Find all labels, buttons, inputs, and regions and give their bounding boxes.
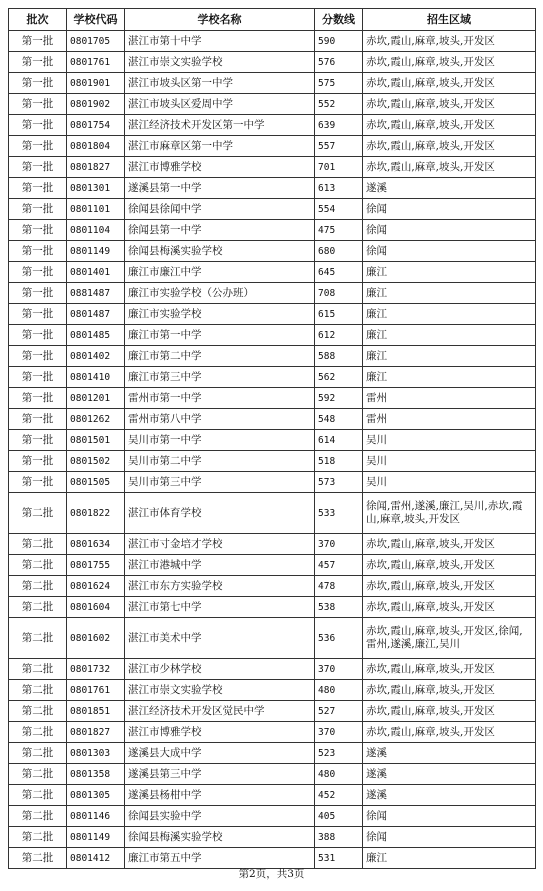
cell-enrollment-area: 赤坎,霞山,麻章,坡头,开发区 bbox=[363, 31, 536, 52]
cell-school-code: 0801402 bbox=[67, 346, 125, 367]
cell-enrollment-area: 赤坎,霞山,麻章,坡头,开发区 bbox=[363, 157, 536, 178]
cell-school-code: 0801410 bbox=[67, 367, 125, 388]
cell-enrollment-area: 雷州 bbox=[363, 388, 536, 409]
cell-school-code: 0801301 bbox=[67, 178, 125, 199]
cell-score-line: 590 bbox=[315, 31, 363, 52]
cell-school-code: 0801827 bbox=[67, 722, 125, 743]
table-row bbox=[9, 178, 536, 199]
header-batch: 批次 bbox=[9, 9, 67, 31]
cell-enrollment-area: 廉江 bbox=[363, 262, 536, 283]
cell-enrollment-area: 赤坎,霞山,麻章,坡头,开发区 bbox=[363, 534, 536, 555]
table-row bbox=[9, 472, 536, 493]
cell-enrollment-area: 赤坎,霞山,麻章,坡头,开发区 bbox=[363, 597, 536, 618]
cell-score-line: 548 bbox=[315, 409, 363, 430]
cell-enrollment-area: 遂溪 bbox=[363, 764, 536, 785]
page-footer: 第2页，共3页 bbox=[238, 868, 305, 880]
cell-score-line: 531 bbox=[315, 848, 363, 869]
cell-enrollment-area: 廉江 bbox=[363, 304, 536, 325]
cell-enrollment-area: 徐闻,雷州,遂溪,廉江,吴川,赤坎,霞山,麻章,坡头,开发区 bbox=[363, 493, 536, 534]
cell-enrollment-area: 赤坎,霞山,麻章,坡头,开发区 bbox=[363, 659, 536, 680]
cell-school-code: 0801262 bbox=[67, 409, 125, 430]
cell-school-code: 0801732 bbox=[67, 659, 125, 680]
cell-batch: 第二批 bbox=[9, 659, 67, 680]
table-row bbox=[9, 346, 536, 367]
table-row bbox=[9, 136, 536, 157]
cell-school-name: 湛江市博雅学校 bbox=[125, 157, 315, 178]
cell-enrollment-area: 廉江 bbox=[363, 325, 536, 346]
cell-school-name: 吴川市第二中学 bbox=[125, 451, 315, 472]
cell-batch: 第二批 bbox=[9, 493, 67, 534]
cell-enrollment-area: 遂溪 bbox=[363, 178, 536, 199]
cell-school-name: 廉江市第一中学 bbox=[125, 325, 315, 346]
cell-school-code: 0801149 bbox=[67, 827, 125, 848]
table-row bbox=[9, 493, 536, 534]
cell-batch: 第二批 bbox=[9, 827, 67, 848]
cell-batch: 第二批 bbox=[9, 597, 67, 618]
table-row bbox=[9, 325, 536, 346]
table-header-row bbox=[9, 9, 536, 31]
cell-batch: 第一批 bbox=[9, 73, 67, 94]
cell-enrollment-area: 赤坎,霞山,麻章,坡头,开发区 bbox=[363, 115, 536, 136]
cell-batch: 第一批 bbox=[9, 409, 67, 430]
header-score-line: 分数线 bbox=[315, 9, 363, 31]
cell-school-name: 湛江市麻章区第一中学 bbox=[125, 136, 315, 157]
cell-score-line: 639 bbox=[315, 115, 363, 136]
cell-batch: 第一批 bbox=[9, 220, 67, 241]
cell-school-name: 遂溪县第三中学 bbox=[125, 764, 315, 785]
cell-batch: 第二批 bbox=[9, 743, 67, 764]
cell-school-code: 0801705 bbox=[67, 31, 125, 52]
cell-batch: 第二批 bbox=[9, 764, 67, 785]
cell-batch: 第一批 bbox=[9, 346, 67, 367]
cell-enrollment-area: 廉江 bbox=[363, 346, 536, 367]
cell-enrollment-area: 赤坎,霞山,麻章,坡头,开发区 bbox=[363, 52, 536, 73]
header-enrollment-area: 招生区域 bbox=[363, 9, 536, 31]
table-row bbox=[9, 806, 536, 827]
cell-school-name: 湛江市寸金培才学校 bbox=[125, 534, 315, 555]
cell-school-name: 湛江市东方实验学校 bbox=[125, 576, 315, 597]
cell-enrollment-area: 徐闻 bbox=[363, 199, 536, 220]
cell-enrollment-area: 赤坎,霞山,麻章,坡头,开发区 bbox=[363, 136, 536, 157]
table-row bbox=[9, 680, 536, 701]
cell-score-line: 518 bbox=[315, 451, 363, 472]
table-row bbox=[9, 283, 536, 304]
cell-school-code: 0801754 bbox=[67, 115, 125, 136]
cell-school-code: 0801755 bbox=[67, 555, 125, 576]
cell-score-line: 562 bbox=[315, 367, 363, 388]
cell-batch: 第二批 bbox=[9, 680, 67, 701]
cell-score-line: 645 bbox=[315, 262, 363, 283]
cell-school-name: 廉江市第三中学 bbox=[125, 367, 315, 388]
cell-enrollment-area: 徐闻 bbox=[363, 220, 536, 241]
cell-school-code: 0801604 bbox=[67, 597, 125, 618]
cell-score-line: 554 bbox=[315, 199, 363, 220]
cell-school-name: 湛江市第十中学 bbox=[125, 31, 315, 52]
cell-batch: 第一批 bbox=[9, 388, 67, 409]
cell-school-code: 0801851 bbox=[67, 701, 125, 722]
cell-school-name: 廉江市廉江中学 bbox=[125, 262, 315, 283]
cell-school-name: 遂溪县杨柑中学 bbox=[125, 785, 315, 806]
cell-school-name: 遂溪县第一中学 bbox=[125, 178, 315, 199]
cell-school-name: 湛江经济技术开发区觉民中学 bbox=[125, 701, 315, 722]
cell-school-code: 0801505 bbox=[67, 472, 125, 493]
table-row bbox=[9, 701, 536, 722]
cell-score-line: 405 bbox=[315, 806, 363, 827]
table-body bbox=[9, 31, 536, 869]
cell-batch: 第一批 bbox=[9, 157, 67, 178]
cell-school-code: 0801902 bbox=[67, 94, 125, 115]
cell-school-name: 湛江市博雅学校 bbox=[125, 722, 315, 743]
cell-school-code: 0801412 bbox=[67, 848, 125, 869]
cell-school-name: 廉江市实验学校（公办班） bbox=[125, 283, 315, 304]
cell-score-line: 370 bbox=[315, 722, 363, 743]
table-row bbox=[9, 534, 536, 555]
cell-score-line: 527 bbox=[315, 701, 363, 722]
cell-enrollment-area: 赤坎,霞山,麻章,坡头,开发区 bbox=[363, 701, 536, 722]
cell-enrollment-area: 廉江 bbox=[363, 283, 536, 304]
cell-school-code: 0801822 bbox=[67, 493, 125, 534]
cell-school-code: 0801358 bbox=[67, 764, 125, 785]
cell-school-code: 0801146 bbox=[67, 806, 125, 827]
cell-batch: 第一批 bbox=[9, 94, 67, 115]
cell-school-name: 湛江市港城中学 bbox=[125, 555, 315, 576]
cell-enrollment-area: 赤坎,霞山,麻章,坡头,开发区 bbox=[363, 722, 536, 743]
cell-batch: 第二批 bbox=[9, 534, 67, 555]
cell-school-name: 廉江市实验学校 bbox=[125, 304, 315, 325]
table-row bbox=[9, 430, 536, 451]
cell-enrollment-area: 廉江 bbox=[363, 367, 536, 388]
cell-score-line: 552 bbox=[315, 94, 363, 115]
cell-batch: 第一批 bbox=[9, 304, 67, 325]
cell-school-code: 0801201 bbox=[67, 388, 125, 409]
cell-score-line: 701 bbox=[315, 157, 363, 178]
cell-batch: 第二批 bbox=[9, 722, 67, 743]
cell-school-name: 湛江经济技术开发区第一中学 bbox=[125, 115, 315, 136]
table-row bbox=[9, 94, 536, 115]
cell-school-code: 0801761 bbox=[67, 680, 125, 701]
admission-score-table bbox=[8, 8, 536, 869]
table-row bbox=[9, 241, 536, 262]
cell-school-name: 湛江市崇文实验学校 bbox=[125, 680, 315, 701]
cell-school-name: 湛江市第七中学 bbox=[125, 597, 315, 618]
header-school-code: 学校代码 bbox=[67, 9, 125, 31]
cell-school-code: 0801901 bbox=[67, 73, 125, 94]
cell-school-name: 徐闻县梅溪实验学校 bbox=[125, 241, 315, 262]
table-row bbox=[9, 722, 536, 743]
table-row bbox=[9, 659, 536, 680]
table-row bbox=[9, 618, 536, 659]
cell-batch: 第一批 bbox=[9, 283, 67, 304]
cell-batch: 第一批 bbox=[9, 262, 67, 283]
table-row bbox=[9, 220, 536, 241]
table-row bbox=[9, 555, 536, 576]
cell-enrollment-area: 赤坎,霞山,麻章,坡头,开发区 bbox=[363, 555, 536, 576]
cell-score-line: 478 bbox=[315, 576, 363, 597]
cell-school-name: 徐闻县徐闻中学 bbox=[125, 199, 315, 220]
cell-score-line: 370 bbox=[315, 534, 363, 555]
cell-score-line: 480 bbox=[315, 764, 363, 785]
cell-score-line: 533 bbox=[315, 493, 363, 534]
cell-enrollment-area: 徐闻 bbox=[363, 241, 536, 262]
cell-batch: 第一批 bbox=[9, 115, 67, 136]
cell-score-line: 538 bbox=[315, 597, 363, 618]
cell-score-line: 680 bbox=[315, 241, 363, 262]
table-row bbox=[9, 409, 536, 430]
cell-enrollment-area: 遂溪 bbox=[363, 743, 536, 764]
cell-batch: 第一批 bbox=[9, 241, 67, 262]
cell-school-code: 0801149 bbox=[67, 241, 125, 262]
cell-enrollment-area: 吴川 bbox=[363, 472, 536, 493]
cell-enrollment-area: 廉江 bbox=[363, 848, 536, 869]
cell-batch: 第一批 bbox=[9, 430, 67, 451]
table-row bbox=[9, 764, 536, 785]
cell-score-line: 614 bbox=[315, 430, 363, 451]
cell-batch: 第二批 bbox=[9, 848, 67, 869]
table-row bbox=[9, 262, 536, 283]
cell-school-name: 徐闻县实验中学 bbox=[125, 806, 315, 827]
cell-enrollment-area: 赤坎,霞山,麻章,坡头,开发区 bbox=[363, 576, 536, 597]
cell-enrollment-area: 吴川 bbox=[363, 451, 536, 472]
table-row bbox=[9, 52, 536, 73]
cell-batch: 第二批 bbox=[9, 785, 67, 806]
cell-school-name: 徐闻县梅溪实验学校 bbox=[125, 827, 315, 848]
cell-enrollment-area: 赤坎,霞山,麻章,坡头,开发区,徐闻,雷州,遂溪,廉江,吴川 bbox=[363, 618, 536, 659]
cell-school-name: 湛江市美术中学 bbox=[125, 618, 315, 659]
cell-school-code: 0801401 bbox=[67, 262, 125, 283]
cell-school-code: 0801487 bbox=[67, 304, 125, 325]
cell-school-name: 吴川市第三中学 bbox=[125, 472, 315, 493]
header-school-name: 学校名称 bbox=[125, 9, 315, 31]
cell-school-name: 湛江市体育学校 bbox=[125, 493, 315, 534]
cell-batch: 第二批 bbox=[9, 576, 67, 597]
cell-school-name: 遂溪县大成中学 bbox=[125, 743, 315, 764]
cell-batch: 第一批 bbox=[9, 472, 67, 493]
cell-batch: 第一批 bbox=[9, 325, 67, 346]
cell-school-code: 0801502 bbox=[67, 451, 125, 472]
cell-batch: 第一批 bbox=[9, 451, 67, 472]
cell-enrollment-area: 遂溪 bbox=[363, 785, 536, 806]
cell-school-name: 湛江市崇文实验学校 bbox=[125, 52, 315, 73]
cell-score-line: 612 bbox=[315, 325, 363, 346]
cell-batch: 第一批 bbox=[9, 136, 67, 157]
cell-school-code: 0801485 bbox=[67, 325, 125, 346]
cell-school-name: 廉江市第五中学 bbox=[125, 848, 315, 869]
cell-score-line: 388 bbox=[315, 827, 363, 848]
cell-school-code: 0801827 bbox=[67, 157, 125, 178]
cell-batch: 第二批 bbox=[9, 555, 67, 576]
table-row bbox=[9, 73, 536, 94]
cell-school-code: 0801804 bbox=[67, 136, 125, 157]
table-row bbox=[9, 304, 536, 325]
cell-school-code: 0801303 bbox=[67, 743, 125, 764]
cell-score-line: 457 bbox=[315, 555, 363, 576]
cell-score-line: 708 bbox=[315, 283, 363, 304]
cell-school-name: 雷州市第八中学 bbox=[125, 409, 315, 430]
cell-batch: 第二批 bbox=[9, 618, 67, 659]
table-row bbox=[9, 827, 536, 848]
cell-score-line: 573 bbox=[315, 472, 363, 493]
cell-batch: 第一批 bbox=[9, 178, 67, 199]
cell-enrollment-area: 徐闻 bbox=[363, 827, 536, 848]
cell-score-line: 557 bbox=[315, 136, 363, 157]
cell-enrollment-area: 吴川 bbox=[363, 430, 536, 451]
table-row bbox=[9, 157, 536, 178]
cell-score-line: 452 bbox=[315, 785, 363, 806]
table-row bbox=[9, 31, 536, 52]
cell-school-name: 湛江市坡头区第一中学 bbox=[125, 73, 315, 94]
table-row bbox=[9, 115, 536, 136]
cell-enrollment-area: 赤坎,霞山,麻章,坡头,开发区 bbox=[363, 680, 536, 701]
cell-batch: 第一批 bbox=[9, 31, 67, 52]
table-row bbox=[9, 785, 536, 806]
cell-school-code: 0801634 bbox=[67, 534, 125, 555]
cell-batch: 第一批 bbox=[9, 367, 67, 388]
cell-score-line: 370 bbox=[315, 659, 363, 680]
cell-enrollment-area: 徐闻 bbox=[363, 806, 536, 827]
table-row bbox=[9, 451, 536, 472]
table-row bbox=[9, 199, 536, 220]
cell-school-name: 吴川市第一中学 bbox=[125, 430, 315, 451]
cell-school-code: 0801101 bbox=[67, 199, 125, 220]
cell-enrollment-area: 雷州 bbox=[363, 409, 536, 430]
cell-score-line: 523 bbox=[315, 743, 363, 764]
cell-school-name: 湛江市坡头区爱周中学 bbox=[125, 94, 315, 115]
cell-score-line: 592 bbox=[315, 388, 363, 409]
cell-batch: 第一批 bbox=[9, 199, 67, 220]
cell-score-line: 475 bbox=[315, 220, 363, 241]
cell-school-name: 徐闻县第一中学 bbox=[125, 220, 315, 241]
cell-batch: 第二批 bbox=[9, 806, 67, 827]
table-row bbox=[9, 743, 536, 764]
cell-school-name: 廉江市第二中学 bbox=[125, 346, 315, 367]
cell-enrollment-area: 赤坎,霞山,麻章,坡头,开发区 bbox=[363, 94, 536, 115]
cell-school-code: 0801305 bbox=[67, 785, 125, 806]
cell-school-code: 0801104 bbox=[67, 220, 125, 241]
cell-school-name: 雷州市第一中学 bbox=[125, 388, 315, 409]
cell-score-line: 536 bbox=[315, 618, 363, 659]
cell-score-line: 613 bbox=[315, 178, 363, 199]
cell-score-line: 576 bbox=[315, 52, 363, 73]
table-row bbox=[9, 576, 536, 597]
cell-score-line: 588 bbox=[315, 346, 363, 367]
cell-school-code: 0801624 bbox=[67, 576, 125, 597]
cell-enrollment-area: 赤坎,霞山,麻章,坡头,开发区 bbox=[363, 73, 536, 94]
cell-score-line: 575 bbox=[315, 73, 363, 94]
cell-score-line: 615 bbox=[315, 304, 363, 325]
cell-score-line: 480 bbox=[315, 680, 363, 701]
cell-school-code: 0801602 bbox=[67, 618, 125, 659]
table-row bbox=[9, 597, 536, 618]
cell-school-code: 0881487 bbox=[67, 283, 125, 304]
cell-batch: 第二批 bbox=[9, 701, 67, 722]
cell-school-code: 0801501 bbox=[67, 430, 125, 451]
cell-batch: 第一批 bbox=[9, 52, 67, 73]
table-row bbox=[9, 367, 536, 388]
table-row bbox=[9, 388, 536, 409]
cell-school-name: 湛江市少林学校 bbox=[125, 659, 315, 680]
cell-school-code: 0801761 bbox=[67, 52, 125, 73]
